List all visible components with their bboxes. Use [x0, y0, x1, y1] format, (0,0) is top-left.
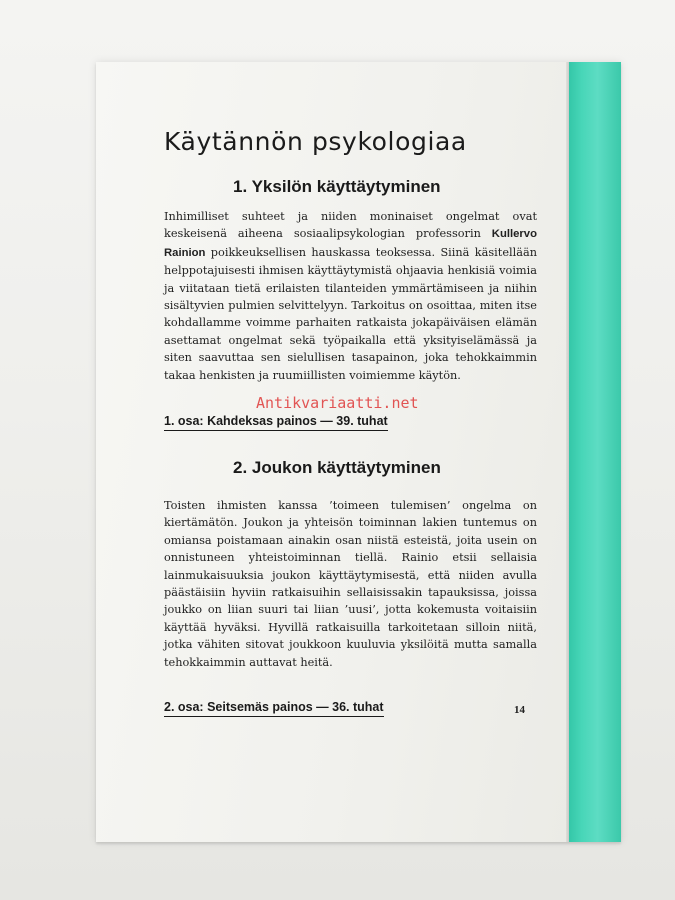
- section-1-text-intro: Inhimilliset suhteet ja niiden moninaiset ongelmat ovat keskeisenä aiheena sosiaalipsykologian professorin: [164, 210, 537, 241]
- section-1-title: 1. Yksilön käyttäytyminen: [233, 177, 441, 196]
- book: [96, 62, 621, 842]
- section-1-text-rest: poikkeuksellisen hauskassa teoksessa. Siinä käsitellään helppotajuisesti ihmisen käyttäytymistä ohjaavia henkisiä voimia ja viitataan tietä erilaisten tilanteiden ymmärtämiseen ja niihin sisältyvien pulmien selvittelyyn. Tarkoitus on osoittaa, miten itse kohdallamme voimme parhaiten ratkaista jokapäiväisen elämän asettamat ongelmat sekä työpaikalla että yksityiselämässä ja siten saavuttaa sen sielullisen tasapainon, joka tehokkaimmin takaa henkisten ja ruumiillisten voimiemme käytön.: [164, 245, 537, 382]
- section-1-text: [164, 208, 537, 384]
- book-spine: [569, 62, 621, 842]
- section-2-title: 2. Joukon käyttäytyminen: [233, 458, 441, 477]
- section-2-edition: 2. osa: Seitsemäs painos — 36. tuhat: [164, 700, 384, 717]
- section-1-edition: 1. osa: Kahdeksas painos — 39. tuhat: [164, 414, 388, 431]
- book-back-cover: [96, 62, 569, 842]
- page-code: 14: [514, 704, 525, 716]
- section-2-text: Toisten ihmisten kanssa ’toimeen tulemisen’ ongelma on kiertämätön. Joukon ja yhteisön toiminnan lakien tuntemus on omiansa poistamaan ainakin osan niistä esteistä, joita usein on onnistuneen yhteistoiminnan tiellä. Rainio etsii sellaisia lainmukaisuuksia joukon käyttäytymisestä, että niiden avulla päästäisiin hyviin ratkaisuihin sellaisissakin tapauksissa, joissa joukko on liian suuri tai liian ’uusi’, jotta kokemusta voitaisiin käyttää hyväksi. Hyvillä ratkaisuilla tarkoitetaan silloin niitä, jotka vähiten sitovat joukkoon kuuluvia yksilöitä mutta samalla tehokkaimmin auttavat heitä.: [164, 499, 537, 669]
- watermark: Antikvariaatti.net: [256, 394, 419, 412]
- author-name: Kullervo Rainion: [164, 228, 537, 259]
- main-title: Käytännön psykologiaa: [164, 127, 467, 156]
